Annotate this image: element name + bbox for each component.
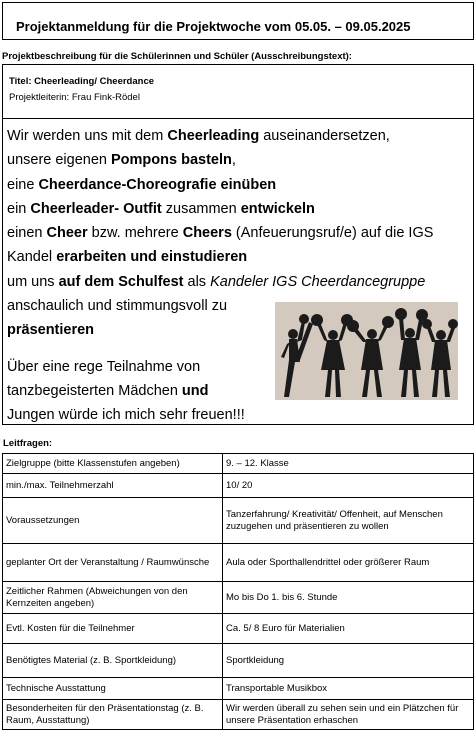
row-value: Mo bis Do 1. bis 6. Stunde [223,582,474,614]
row-label: Zeitlicher Rahmen (Abweichungen von den Kernzeiten angeben) [3,582,223,614]
project-title: Titel: Cheerleading/ Cheerdance [9,76,155,87]
row-label: geplanter Ort der Veranstaltung / Raumwünsche [3,544,223,582]
row-label: Technische Ausstattung [3,678,223,700]
row-value: Tanzerfahrung/ Kreativität/ Offenheit, auf Menschen zuzugehen und präsentieren zu wollen [223,498,474,544]
row-value: 9. – 12. Klasse [223,454,474,474]
row-label: Evtl. Kosten für die Teilnehmer [3,614,223,644]
cheerleader-silhouette-image [275,302,458,400]
description-line: Über eine rege Teilnahme von [7,358,201,375]
page-title: Projektanmeldung für die Projektwoche vom 05.05. – 09.05.2025 [2,2,474,40]
description-line: einen Cheer bzw. mehrere Cheers (Anfeuerungsruf/e) auf die IGS [7,225,434,242]
row-label: Voraussetzungen [3,498,223,544]
table-row [3,544,474,582]
description-line: Wir werden uns mit dem Cheerleading auseinandersetzen, [7,128,390,144]
row-value: Aula oder Sporthallendrittel oder größerer Raum [223,544,474,582]
description-line: eine Cheerdance-Choreografie einüben [7,176,277,193]
row-value: Ca. 5/ 8 Euro für Materialien [223,614,474,644]
guiding-questions-title: Leitfragen: [3,438,53,449]
project-leader: Projektleiterin: Frau Fink-Rödel [9,92,140,103]
table-row [3,644,474,678]
table-row [3,454,474,474]
row-label: Benötigtes Material (z. B. Sportkleidung) [3,644,223,678]
description-line: unsere eigenen Pompons basteln, [7,152,236,169]
row-label: Besonderheiten für den Präsentationstag (z. B. Raum, Ausstattung) [3,700,223,730]
row-value: Transportable Musikbox [223,678,474,700]
description-line: Kandel erarbeiten und einstudieren [7,249,248,266]
table-row [3,700,474,730]
section-title: Projektbeschreibung für die Schülerinnen und Schüler (Ausschreibungstext): [2,51,474,65]
description-line: ein Cheerleader- Outfit zusammen entwickeln [7,200,315,217]
description-line: anschaulich und stimmungsvoll zu [7,298,228,315]
description-line: präsentieren [7,322,95,339]
cheerleader-silhouettes-icon [275,302,458,400]
description-line: Jungen würde ich mich sehr freuen!!! [7,407,245,424]
row-value: Sportkleidung [223,644,474,678]
description-line: tanzbegeisterten Mädchen und [7,382,209,399]
row-value: 10/ 20 [223,474,474,498]
table-row [3,582,474,614]
table-row [3,614,474,644]
guiding-questions-table [2,453,474,730]
description-line: um uns auf dem Schulfest als Kandeler IGS Cheerdancegruppe [7,273,426,290]
project-info-box [2,65,474,119]
table-row [3,498,474,544]
row-value: Wir werden überall zu sehen sein und ein Plätzchen für unsere Präsentation erhaschen [223,700,474,730]
row-label: Zielgruppe (bitte Klassenstufen angeben) [3,454,223,474]
table-row [3,678,474,700]
table-row [3,474,474,498]
row-label: min./max. Teilnehmerzahl [3,474,223,498]
